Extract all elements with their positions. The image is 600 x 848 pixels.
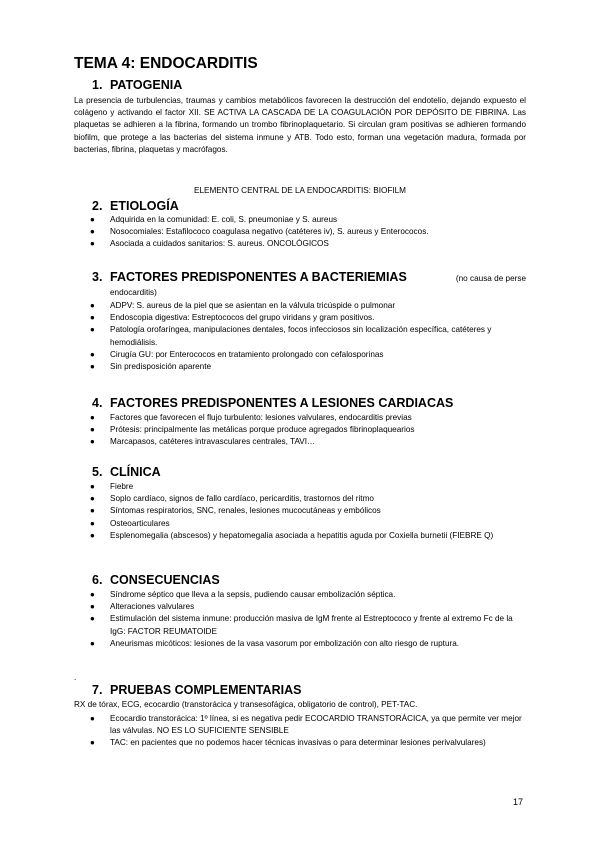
list-item-text: Patología orofaríngea, manipulaciones dentales, focos infecciosos sin localización específica, catéteres y hemodiálisis. xyxy=(110,325,492,347)
bullet-icon: ● xyxy=(90,614,95,624)
bullet-icon: ● xyxy=(90,325,95,335)
list-item-text: Síndrome séptico que lleva a la sepsis, pudiendo causar embolización séptica. xyxy=(110,590,396,599)
list-item xyxy=(90,601,526,613)
bullet-icon: ● xyxy=(90,518,95,528)
list-item xyxy=(90,424,526,436)
bacteriemias-list xyxy=(90,300,526,373)
list-item-text: Alteraciones valvulares xyxy=(110,602,195,612)
consecuencias-list xyxy=(90,589,526,650)
section-2-heading xyxy=(92,199,179,213)
list-item-text: Estimulación del sistema inmune: producción masiva de IgM frente al Estreptococo y frente al extremo Fc de la IgG: FACTOR REUMATOIDE xyxy=(110,614,513,636)
list-item-text: Asociada a cuidados sanitarios: S. aureus. ONCOLÓGICOS xyxy=(110,239,329,249)
list-item-text: Ecocardio transtorácica: 1º línea, si es negativa pedir ECOCARDIO TRANSTORÁCICA, ya que permite ver mejor las válvulas. NO ES LO SUFICIENTE SENSIBLE xyxy=(110,714,522,736)
section-number: 5. xyxy=(92,465,103,479)
list-item-text: Adquirida en la comunidad: E. coli, S. pneumoniae y S. aureus xyxy=(110,215,338,224)
lesiones-list xyxy=(90,412,526,449)
section-title: CONSECUENCIAS xyxy=(110,573,220,587)
section-6-heading xyxy=(92,573,220,587)
list-item xyxy=(90,737,526,749)
list-item xyxy=(90,226,526,238)
list-item xyxy=(90,214,526,226)
section-3-note-a: (no causa de perse xyxy=(455,274,526,283)
bullet-icon: ● xyxy=(90,602,95,612)
list-item xyxy=(90,436,526,448)
list-item xyxy=(90,349,526,361)
list-item-text: Soplo cardíaco, signos de fallo cardíaco, pericarditis, trastornos del ritmo xyxy=(110,494,374,504)
section-number: 3. xyxy=(92,270,103,284)
section-title: PRUEBAS COMPLEMENTARIAS xyxy=(110,683,302,697)
list-item xyxy=(90,493,526,505)
page-title: TEMA 4: ENDOCARDITIS xyxy=(74,55,258,72)
list-item xyxy=(90,518,526,530)
list-item xyxy=(90,481,526,493)
list-item-text: Sin predisposición aparente xyxy=(110,362,212,372)
list-item-text: TAC: en pacientes que no podemos hacer técnicas invasivas o para determinar lesiones perivalvulares) xyxy=(110,738,486,748)
section-title: ETIOLOGÍA xyxy=(110,199,179,213)
list-item xyxy=(90,312,526,324)
bullet-icon: ● xyxy=(90,738,95,748)
list-item xyxy=(90,412,526,424)
etiologia-list xyxy=(90,214,526,251)
bullet-icon: ● xyxy=(90,227,95,237)
clinica-list xyxy=(90,481,526,542)
bullet-icon: ● xyxy=(90,714,95,723)
section-1-heading xyxy=(92,78,182,92)
list-item-text: Factores que favorecen el flujo turbulento: lesiones valvulares, endocarditis previas xyxy=(110,413,412,422)
bullet-icon: ● xyxy=(90,638,95,648)
bullet-icon: ● xyxy=(90,506,95,516)
bullet-icon: ● xyxy=(90,530,95,540)
list-item-text: Marcapasos, catéteres intravasculares centrales, TAVI… xyxy=(110,437,316,447)
section-number: 2. xyxy=(92,199,103,213)
list-item xyxy=(90,324,526,348)
section-3-note-b: endocarditis) xyxy=(110,288,157,297)
bullet-icon: ● xyxy=(90,590,95,599)
bullet-icon: ● xyxy=(90,313,95,323)
list-item-text: Nosocomiales: Estafilococo coagulasa negativo (catéteres iv), S. aureus y Enterococos. xyxy=(110,227,429,237)
bullet-icon: ● xyxy=(90,437,95,447)
central-element-line: ELEMENTO CENTRAL DE LA ENDOCARDITIS: BIOFILM xyxy=(193,186,406,195)
bullet-icon: ● xyxy=(90,413,95,422)
page-number: 17 xyxy=(513,797,524,807)
list-item-text: Síntomas respiratorios, SNC, renales, lesiones mucocutáneas y embólicos xyxy=(110,506,381,516)
section-number: 7. xyxy=(92,683,103,697)
bullet-icon: ● xyxy=(90,425,95,435)
bullet-icon: ● xyxy=(90,494,95,504)
list-item xyxy=(90,713,526,737)
list-item xyxy=(90,638,526,650)
patogenia-paragraph: La presencia de turbulencias, traumas y cambios metabólicos favorecen la destrucción del endotelio, dejando expuesto el colágeno y activando el factor XII. SE ACTIVA LA CASCADA DE LA COAGULACIÓN POR DEPÓSITO DE FIBRINA. Las plaquetas se adhieren a la fibrina, formando un trombo fibrinoplaquetario. Si circulan gram positivas se adhieren formando biofilm, que protege a las bacterias del sistema inmune y ATB. Todo esto, forman una vegetación madura, formada por bacterias, fibrina, plaquetas y macrófagos. xyxy=(74,96,526,154)
list-item xyxy=(90,505,526,517)
section-number: 4. xyxy=(92,396,103,410)
section-title: CLÍNICA xyxy=(110,465,161,479)
list-item-text: Esplenomegalia (abscesos) y hepatomegalia asociada a hepatitis aguda por Coxiella burnetii (FIEBRE Q) xyxy=(110,530,494,540)
section-3-heading xyxy=(92,270,407,284)
section-7-heading xyxy=(92,683,301,697)
section-title: FACTORES PREDISPONENTES A LESIONES CARDIACAS xyxy=(110,396,454,410)
list-item-text: Prótesis: principalmente las metálicas porque produce agregados fibrinoplaquearios xyxy=(110,425,415,435)
list-item-text: Osteoarticulares xyxy=(110,518,170,528)
section-title: PATOGENIA xyxy=(110,78,183,92)
list-item xyxy=(90,238,526,250)
list-item-text: Endoscopia digestiva: Estreptococos del grupo viridans y gram positivos. xyxy=(110,313,375,323)
list-item xyxy=(90,530,526,542)
list-item xyxy=(90,361,526,373)
list-item xyxy=(90,300,526,312)
stray-mark: . xyxy=(74,673,77,682)
section-title: FACTORES PREDISPONENTES A BACTERIEMIAS xyxy=(110,270,407,284)
list-item-text: Aneurismas micóticos: lesiones de la vasa vasorum por embolización con alto riesgo de ruptura. xyxy=(110,638,460,648)
bullet-icon: ● xyxy=(90,215,95,224)
section-5-heading xyxy=(92,465,161,479)
list-item xyxy=(90,589,526,601)
list-item-text: ADPV: S. aureus de la piel que se asientan en la válvula tricúspide o pulmonar xyxy=(110,301,396,310)
list-item-text: Fiebre xyxy=(110,482,134,491)
list-item xyxy=(90,613,526,637)
pruebas-list xyxy=(90,713,526,750)
list-item-text: Cirugía GU: por Enterococos en tratamiento prolongado con cefalosporinas xyxy=(110,349,384,359)
bullet-icon: ● xyxy=(90,482,95,491)
section-number: 6. xyxy=(92,573,103,587)
section-4-heading xyxy=(92,396,453,410)
bullet-icon: ● xyxy=(90,239,95,249)
pruebas-intro: RX de tórax, ECG, ecocardio (transtorácica y transesofágica, obligatorio de control), PET-TAC. xyxy=(74,700,418,709)
bullet-icon: ● xyxy=(90,301,95,310)
bullet-icon: ● xyxy=(90,362,95,372)
bullet-icon: ● xyxy=(90,349,95,359)
section-number: 1. xyxy=(92,78,103,92)
